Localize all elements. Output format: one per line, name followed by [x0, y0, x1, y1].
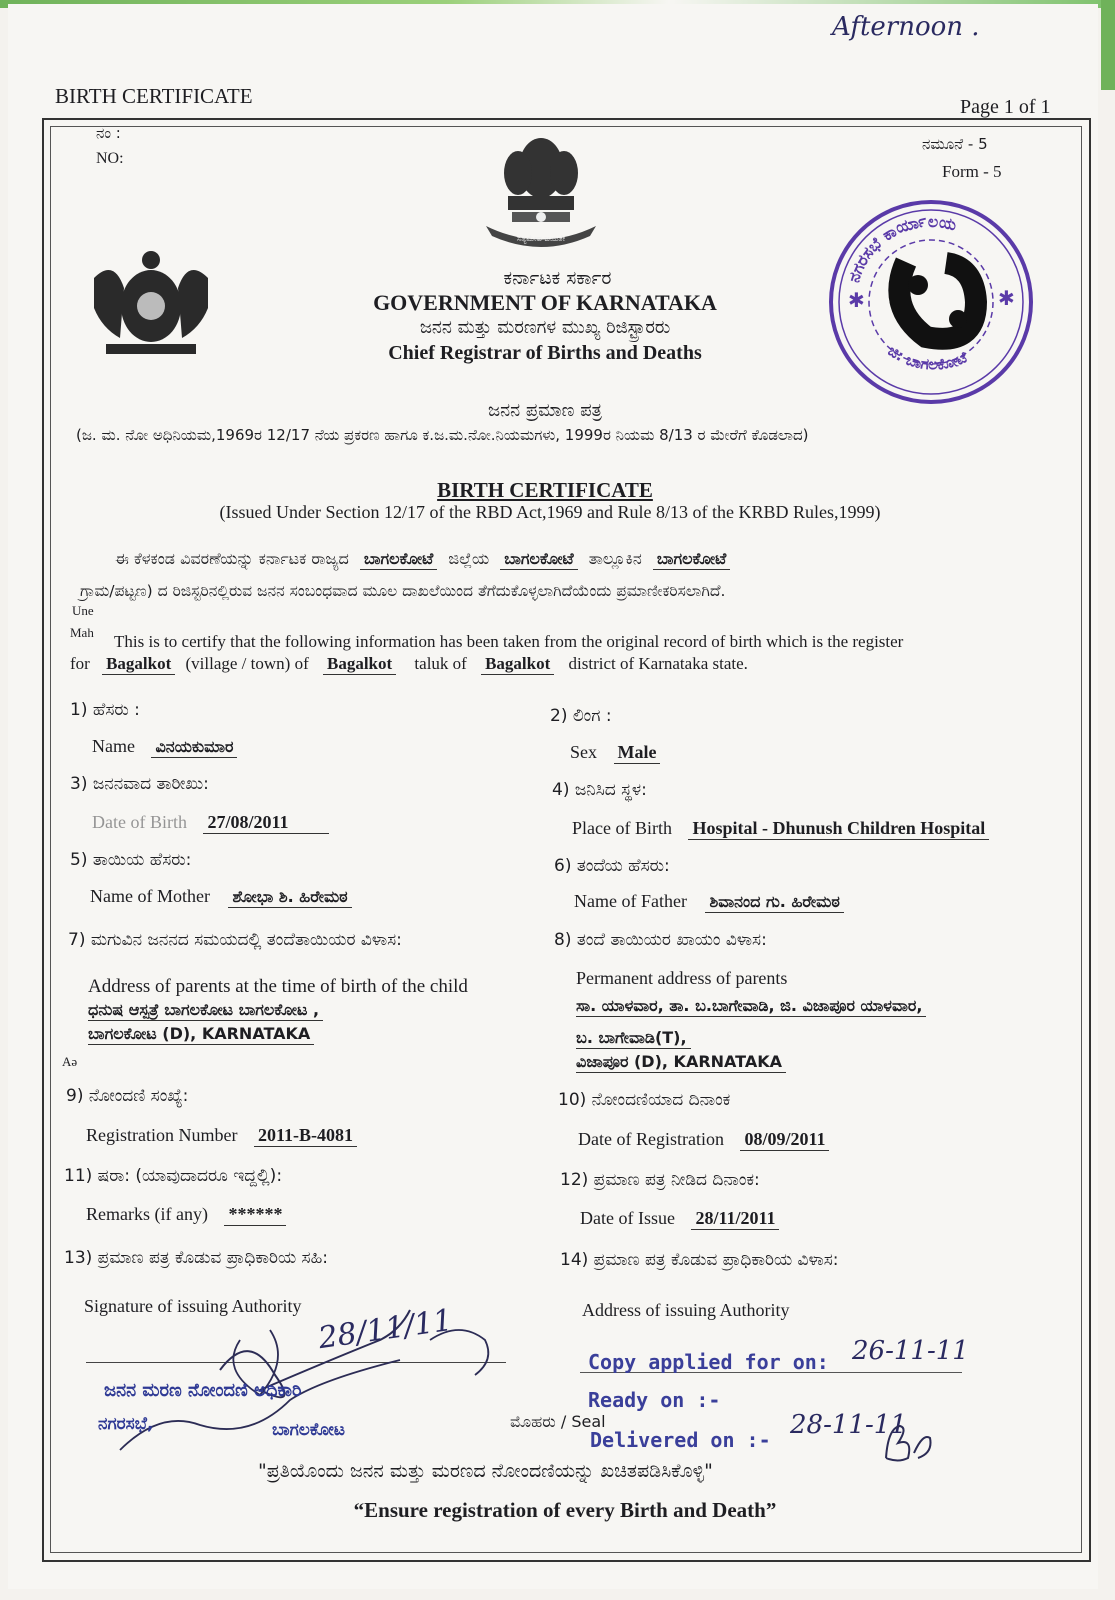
seal-label: ಮೊಹರು / Seal	[510, 1412, 606, 1431]
dob-row	[92, 812, 329, 833]
mother-row	[90, 886, 352, 907]
certificate-title-en: BIRTH CERTIFICATE	[437, 478, 653, 502]
name-row	[92, 736, 237, 757]
signature-label: Signature of issuing Authority	[84, 1296, 302, 1316]
reg-no-value: 2011-B-4081	[254, 1125, 357, 1147]
delivered-on-date: 28-11-11	[790, 1410, 907, 1440]
certify-kn-text-b: ಜಿಲ್ಲೆಯ	[448, 549, 490, 568]
footer-kn: "ಪ್ರತಿಯೊಂದು ಜನನ ಮತ್ತು ಮರಣದ ನೋಂದಣಿಯನ್ನು ಖಚಿತಪಡಿಸಿಕೊಳ್ಳಿ"	[258, 1460, 713, 1482]
form-number-kn: ನಮೂನೆ - 5	[922, 135, 988, 153]
addr-birth-line1-text: ಧನುಷ ಆಸ್ಪತ್ರೆ ಬಾಗಲಕೋಟ ಬಾಗಲಕೋಟ ,	[88, 1000, 323, 1021]
field-13-label-kn: 13) ಪ್ರಮಾಣ ಪತ್ರ ಕೊಡುವ ಪ್ರಾಧಿಕಾರಿಯ ಸಹಿ:	[64, 1248, 328, 1268]
mother-label: Name of Mother	[90, 886, 210, 906]
certify-en-village-label: (village / town) of	[185, 654, 309, 673]
certify-kn-text-c: ತಾಲ್ಲೂಕಿನ	[588, 549, 642, 568]
certify-kn-taluk: ಬಾಗಲಕೋಟೆ	[500, 549, 577, 570]
addr-birth-label: Address of parents at the time of birth of the child	[88, 976, 468, 997]
certify-en-taluk: Bagalkot	[323, 654, 396, 675]
reg-no-label: Registration Number	[86, 1125, 238, 1145]
pob-value: Hospital - Dhunush Children Hospital	[688, 818, 989, 840]
addr-perm-line3-text: ವಿಜಾಪೂರ (D), KARNATAKA	[576, 1052, 786, 1073]
form-number-en: Form - 5	[942, 162, 1002, 181]
reg-no-row	[86, 1125, 357, 1146]
page-number: Page 1 of 1	[960, 96, 1051, 118]
father-row	[574, 891, 844, 912]
margin-note-3: Aə	[62, 1054, 78, 1069]
green-edge-right	[1101, 0, 1115, 90]
certify-en-district-label: district of Karnataka state.	[568, 654, 748, 673]
margin-note-1: Une	[72, 603, 94, 618]
registrar-stamp-line1: ಜನನ ಮರಣ ನೋಂದಣಿ ಅಧಿಕಾರಿ	[104, 1380, 302, 1401]
dob-value: 27/08/2011	[203, 812, 328, 834]
certify-kn-line2: ಗ್ರಾಮ/ಪಟ್ಟಣ) ದ ರಿಜಿಸ್ಟರಿನಲ್ಲಿರುವ ಜನನ ಸಂಬಂಧವಾದ ಮೂಲ ದಾಖಲೆಯಿಂದ ತೆಗೆದುಕೊಳ್ಳಲಾಗಿದೆಯೆಂದು ಪ್ರಮಾಣೀಕರಿಸಲಾಗಿದೆ.	[80, 582, 726, 600]
reg-date-value: 08/09/2011	[740, 1129, 829, 1151]
certify-en-district: Bagalkot	[481, 654, 554, 675]
field-2-label-kn: 2) ಲಿಂಗ :	[550, 706, 612, 726]
copy-applied-label: Copy applied for on:	[588, 1350, 829, 1374]
field-4-label-kn: 4) ಜನಿಸಿದ ಸ್ಥಳ:	[552, 780, 647, 800]
certificate-subtitle-en: (Issued Under Section 12/17 of the RBD Act,1969 and Rule 8/13 of the KRBD Rules,1999)	[219, 502, 881, 522]
national-emblem-icon	[478, 128, 604, 248]
field-11-label-kn: 11) ಷರಾ: (ಯಾವುದಾದರೂ ಇದ್ದಲ್ಲಿ):	[64, 1166, 283, 1186]
field-8-label-kn: 8) ತಂದೆ ತಾಯಿಯರ ಖಾಯಂ ವಿಳಾಸ:	[554, 930, 767, 950]
father-label: Name of Father	[574, 891, 687, 911]
field-10-label-kn: 10) ನೋಂದಣಿಯಾದ ದಿನಾಂಕ	[558, 1090, 731, 1110]
initials-scribble-icon	[878, 1418, 938, 1468]
addr-birth-line2	[88, 1024, 314, 1044]
no-label-kn: ನಂ :	[96, 124, 121, 142]
issue-date-value: 28/11/2011	[691, 1208, 779, 1230]
certify-kn-district: ಬಾಗಲಕೋಟೆ	[360, 549, 437, 570]
father-value: ಶಿವಾನಂದ ಗು. ಹಿರೇಮಠ	[705, 892, 843, 913]
addr-perm-line1	[576, 996, 926, 1016]
certify-en-for: for	[70, 654, 90, 673]
pob-label: Place of Birth	[572, 818, 672, 838]
seal-text-top: ನಗರಸಭೆ ಕಾರ್ಯಾಲಯ	[843, 210, 959, 285]
no-label-en: NO:	[96, 150, 124, 167]
reg-date-label: Date of Registration	[578, 1129, 724, 1149]
registrar-stamp-line2: ನಗರಸಭೆ,	[98, 1414, 154, 1434]
certify-kn-village: ಬಾಗಲಕೋಟೆ	[653, 549, 730, 570]
registrar-kn: ಜನನ ಮತ್ತು ಮರಣಗಳ ಮುಖ್ಯ ರಿಜಿಸ್ಟ್ರಾರರು	[419, 317, 671, 338]
field-5-label-kn: 5) ತಾಯಿಯ ಹೆಸರು:	[70, 850, 192, 870]
remarks-row	[86, 1204, 286, 1225]
government-kn: ಕರ್ನಾಟಕ ಸರ್ಕಾರ	[503, 267, 612, 289]
addr-perm-line2-text: ಬ. ಬಾಗೇವಾಡಿ(T),	[576, 1028, 691, 1049]
addr-perm-label: Permanent address of parents	[576, 968, 788, 988]
svg-text:✱: ✱	[998, 288, 1015, 310]
registrar-en: Chief Registrar of Births and Deaths	[388, 342, 702, 364]
field-3-label-kn: 3) ಜನನವಾದ ತಾರೀಖು:	[70, 774, 209, 794]
sex-row	[570, 742, 660, 763]
remarks-label: Remarks (if any)	[86, 1204, 208, 1224]
field-6-label-kn: 6) ತಂದೆಯ ಹೆಸರು:	[554, 856, 670, 876]
sex-label: Sex	[570, 742, 597, 762]
addr-perm-line3	[576, 1052, 786, 1072]
dob-label: Date of Birth	[92, 812, 187, 832]
copy-applied-date: 26-11-11	[852, 1336, 969, 1366]
certificate-subtitle-kn: (ಜ. ಮ. ನೋ ಅಧಿನಿಯಮ,1969ರ 12/17 ನೆಯ ಪ್ರಕರಣ ಹಾಗೂ ಕ.ಜ.ಮ.ನೋ.ನಿಯಮಗಳು, 1999ರ ನಿಯಮ 8/13 ರ ಮೇರೆಗೆ ಕೊಡಲಾದ)	[76, 426, 809, 444]
certify-en-village: Bagalkot	[102, 654, 175, 675]
field-7-label-kn: 7) ಮಗುವಿನ ಜನನದ ಸಮಯದಲ್ಲಿ ತಂದೆತಾಯಿಯರ ವಿಳಾಸ:	[68, 930, 402, 950]
footer-en: “Ensure registration of every Birth and Death”	[353, 1498, 777, 1522]
addr-birth-line1	[88, 1000, 323, 1020]
certificate-title-kn: ಜನನ ಪ್ರಮಾಣ ಪತ್ರ	[488, 400, 602, 421]
delivered-on-label: Delivered on :-	[590, 1428, 771, 1452]
municipal-seal-icon	[826, 197, 1036, 407]
name-value: ವಿನಯಕುಮಾರ	[151, 737, 237, 758]
issue-date-label: Date of Issue	[580, 1208, 675, 1228]
sex-value: Male	[614, 742, 661, 764]
certify-en-line2	[70, 654, 748, 674]
field-9-label-kn: 9) ನೋಂದಣಿ ಸಂಖ್ಯೆ:	[66, 1086, 189, 1106]
handwritten-note: Afternoon .	[832, 12, 980, 42]
mother-value: ಶೋಭಾ ಶಿ. ಹಿರೇಮಠ	[228, 887, 351, 908]
field-12-label-kn: 12) ಪ್ರಮಾಣ ಪತ್ರ ನೀಡಿದ ದಿನಾಂಕ:	[560, 1170, 760, 1190]
page-header-title: BIRTH CERTIFICATE	[55, 84, 253, 108]
government-en: GOVERNMENT OF KARNATAKA	[373, 290, 717, 315]
certify-kn-line1	[115, 549, 736, 569]
addr-birth-line2-text: ಬಾಗಲಕೋಟ (D), KARNATAKA	[88, 1024, 314, 1045]
seal-text-bottom: ಜಿ: ಬಾಗಲಕೋಟೆ	[884, 341, 970, 374]
issue-date-row	[580, 1208, 779, 1229]
registrar-stamp-line3: ಬಾಗಲಕೋಟ	[272, 1420, 345, 1440]
margin-note-2: Mah	[70, 625, 94, 640]
remarks-value: ******	[224, 1204, 286, 1226]
reg-date-row	[578, 1129, 829, 1150]
field-14-label-kn: 14) ಪ್ರಮಾಣ ಪತ್ರ ಕೊಡುವ ಪ್ರಾಧಿಕಾರಿಯ ವಿಳಾಸ:	[560, 1250, 839, 1270]
pob-row	[572, 818, 989, 839]
svg-text:✱: ✱	[848, 290, 865, 312]
addr-perm-line2	[576, 1028, 691, 1048]
ready-on-label: Ready on :-	[588, 1388, 721, 1412]
field-1-label-kn: 1) ಹೆಸರು :	[70, 700, 140, 720]
addr-perm-line1-text: ಸಾ. ಯಾಳವಾರ, ತಾ. ಬ.ಬಾಗೇವಾಡಿ, ಜಿ. ವಿಜಾಪೂರ ಯಾಳವಾರ,	[576, 996, 926, 1017]
name-label: Name	[92, 736, 135, 756]
emblem-motto: ಸತ್ಯಮೇವ ಜಯತೇ	[516, 234, 566, 243]
certify-en-taluk-label: taluk of	[414, 654, 467, 673]
certify-kn-text-a: ಈ ಕೆಳಕಂಡ ವಿವರಣೆಯನ್ನು ಕರ್ನಾಟಕ ರಾಜ್ಯದ	[115, 549, 349, 568]
address-authority-label: Address of issuing Authority	[582, 1300, 790, 1320]
certify-en-line1: This is to certify that the following information has been taken from the original record of birth which is the register	[114, 632, 904, 651]
signature-date-note: 28/11/11	[316, 1302, 455, 1357]
